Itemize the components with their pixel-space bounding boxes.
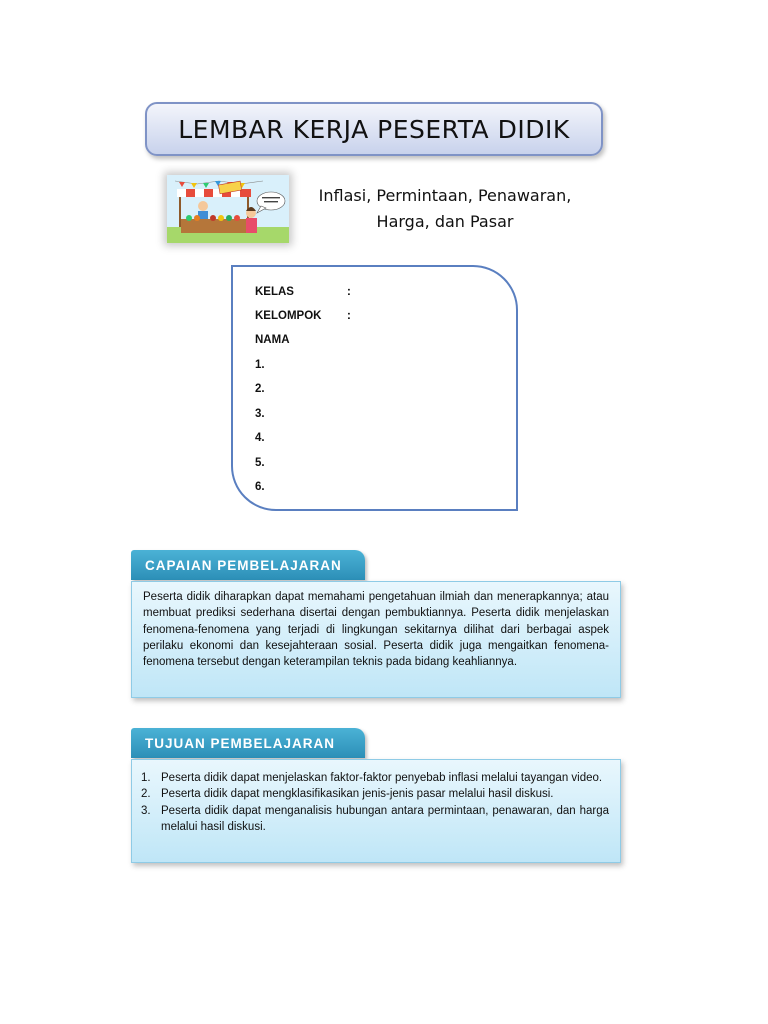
market-stall-illustration bbox=[167, 175, 289, 243]
title-banner bbox=[145, 102, 603, 156]
list-item-number: 1. bbox=[141, 772, 151, 784]
tujuan-header-label: TUJUAN PEMBELAJARAN bbox=[145, 735, 336, 751]
page-title: LEMBAR KERJA PESERTA DIDIK bbox=[178, 114, 570, 144]
kelas-label: KELAS bbox=[255, 286, 294, 298]
member-number-5: 5. bbox=[255, 457, 265, 469]
capaian-header bbox=[131, 550, 365, 580]
list-item bbox=[141, 786, 609, 802]
tujuan-list bbox=[141, 770, 609, 835]
kelas-colon: : bbox=[347, 286, 351, 298]
member-number-2: 2. bbox=[255, 383, 265, 395]
member-number-1: 1. bbox=[255, 359, 265, 371]
tujuan-box bbox=[131, 759, 621, 863]
student-identity-box bbox=[231, 265, 518, 511]
member-number-3: 3. bbox=[255, 408, 265, 420]
list-item-text: Peserta didik dapat menjelaskan faktor-faktor penyebab inflasi melalui tayangan video. bbox=[161, 772, 603, 784]
topic-line-1: Inflasi, Permintaan, Penawaran, bbox=[318, 186, 572, 205]
list-item bbox=[141, 803, 609, 836]
kelompok-label: KELOMPOK bbox=[255, 310, 322, 322]
kelompok-colon: : bbox=[347, 310, 351, 322]
capaian-box bbox=[131, 581, 621, 698]
market-stall-image bbox=[167, 175, 289, 243]
capaian-text: Peserta didik diharapkan dapat memahami pengetahuan ilmiah dan menerapkannya; atau membuat prediksi sederhana disertai dengan pembuktiannya. Peserta didik menjelaskan fenomena-fenomena yang terjadi di lingkungan sekitarnya dilihat dari berbagai aspek perilaku ekonomi dan kesejahteraan sosial. Peserta didik juga mengaitkan fenomena-fenomena tersebut dengan keterampilan teknis pada bidang keahliannya. bbox=[143, 591, 609, 669]
kelompok-row bbox=[255, 310, 321, 322]
tujuan-header bbox=[131, 728, 365, 758]
list-item-text: Peserta didik dapat mengklasifikasikan jenis-jenis pasar melalui hasil diskusi. bbox=[161, 788, 554, 801]
kelas-row bbox=[255, 286, 294, 298]
list-item-number: 2. bbox=[141, 788, 151, 801]
nama-label: NAMA bbox=[255, 334, 290, 346]
member-number-6: 6. bbox=[255, 481, 265, 493]
worksheet-topic bbox=[300, 183, 590, 235]
topic-line-2: Harga, dan Pasar bbox=[376, 212, 514, 231]
capaian-header-label: CAPAIAN PEMBELAJARAN bbox=[145, 557, 342, 573]
list-item-number: 3. bbox=[141, 804, 151, 817]
list-item-text: Peserta didik dapat menganalisis hubungan antara permintaan, penawaran, dan harga melalui hasil diskusi. bbox=[161, 804, 609, 833]
member-number-4: 4. bbox=[255, 432, 265, 444]
list-item bbox=[141, 770, 609, 786]
